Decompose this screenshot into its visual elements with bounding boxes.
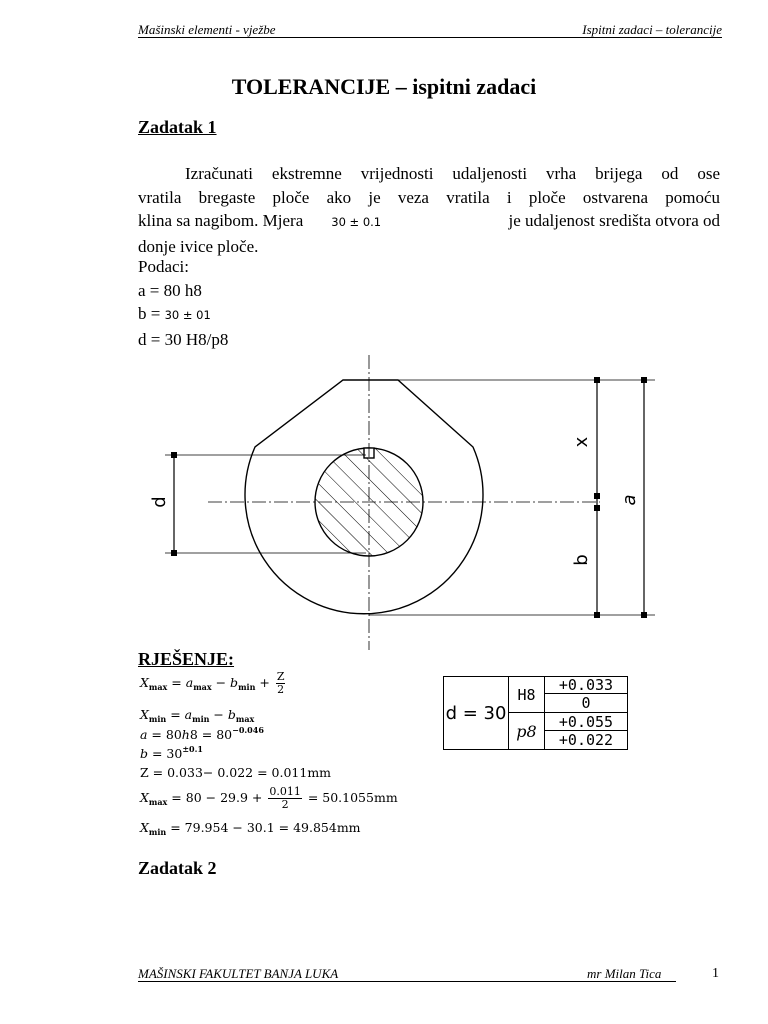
frac-z-num: Z [276,670,285,683]
task1-line3-a: klina sa nagibom. Mjera [138,211,304,230]
b-exp: ±0.1 [182,744,203,754]
page-number: 1 [712,966,719,981]
label-a: a [619,494,640,506]
footer-rule [138,981,676,982]
label-x: x [571,436,592,448]
xmax-b: = 50.1055mm [307,790,398,805]
data-b-label: b = [138,304,161,323]
task1-line3-math: 30 ± 0.1 [331,215,382,229]
eq-xmin: $X_{min} = a_{min} - b_{max}$ [140,707,255,724]
footer-left: MAŠINSKI FAKULTET BANJA LUKA [138,966,339,981]
tol-shaft: p8 [509,713,545,749]
data-label: Podaci: [138,257,189,276]
page-title: TOLERANCIJE – ispitni zadaci [231,74,537,99]
label-d: d [149,496,170,508]
footer-author: mr Milan Tica [587,966,662,981]
solution-heading: RJEŠENJE: [138,649,235,669]
tol-hole-upper: +0.033 [545,677,627,694]
frac-xmax-den: 2 [281,798,289,811]
tol-shaft-row [509,713,627,749]
frac-z-den: 2 [277,683,285,696]
a-exp: −0.046 [232,725,264,735]
eq-b: $b = 30^{\pm 0.1}$ [140,744,203,761]
tol-shaft-lower: +0.022 [558,731,614,749]
tol-hole: H8 [509,677,545,712]
header-right: Ispitni zadaci – tolerancije [582,22,722,37]
xmax-a: 80 − 29.9 + [185,790,263,805]
eq-xmax-calc: $X_{max} = 80 - 29.9$ + $\frac{0.011}{2}$ = 50.1055mm [140,785,398,811]
task1-line3-b: je udaljenost središta otvora od [508,211,720,230]
task1-line4: donje ivice ploče. [138,236,259,256]
tol-label: d = 30 [444,677,509,749]
eq-xmin-calc: $X_{min} = 79.954 - 30.1 = 49.854mm$ [140,820,361,837]
label-b: b [571,554,592,566]
tol-hole-lower: 0 [581,694,591,712]
tolerance-box [443,676,628,750]
task1-heading: Zadatak 1 [138,117,217,137]
data-b-value: 30 ± 01 [164,308,211,322]
eq-z: Z = 0.033− 0.022 = 0.011mm [140,765,332,780]
tol-hole-row [509,677,627,713]
tol-shaft-upper: +0.055 [545,713,627,731]
task2-heading: Zadatak 2 [138,858,217,878]
header-left: Mašinski elementi - vježbe [138,22,276,37]
eq-xmax: $X_{max} = a_{max} - b_{min}$ + $\frac{Z}{2}$ [140,670,285,696]
data-d: d = 30 H8/p8 [138,329,229,349]
task1-line1: Izračunati ekstremne vrijednosti udaljenosti vrha brijega od ose [185,164,720,183]
eq-xmax-calc-frac [268,786,302,811]
xmin-calc: = 79.954 − 30.1 = 49.854mm [170,820,361,835]
frac-xmax-num: 0.011 [269,785,301,798]
eq-xmax-frac [276,671,286,696]
eq-a: $a = 80h8 = 80^{-0.046}$ [140,725,264,742]
data-a: a = 80 h8 [138,280,202,300]
task1-line2: vratila bregaste ploče ako je veza vratila i ploče ostvarena pomoću [138,187,720,207]
